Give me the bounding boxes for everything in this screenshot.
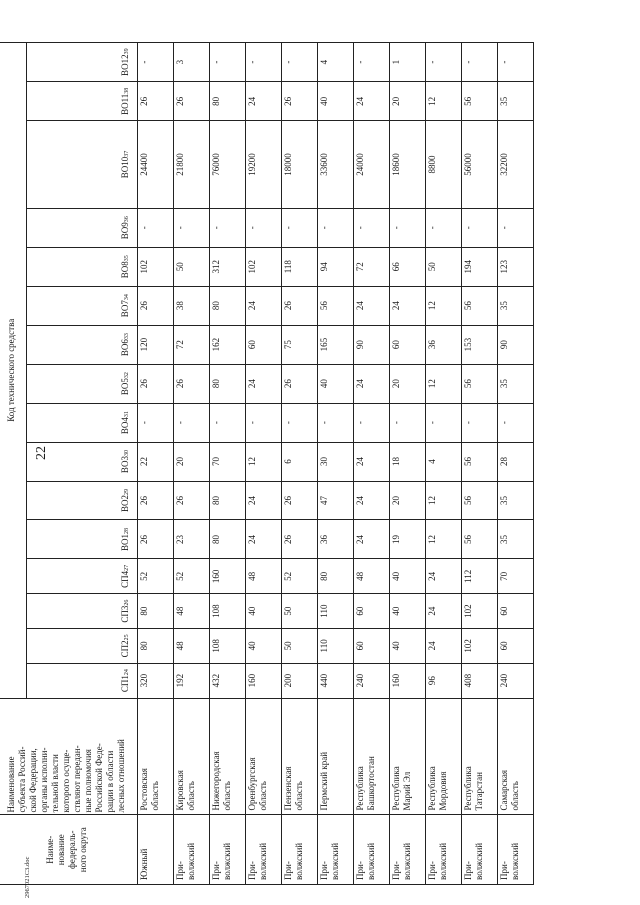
code-label: ВО10 (120, 156, 130, 179)
value-cell: 56 (462, 364, 498, 403)
region-cell: При- волжский (462, 815, 498, 885)
region-cell: При- волжский (498, 815, 534, 885)
value-cell: 19200 (246, 121, 282, 208)
value-cell: 72 (174, 325, 210, 364)
subject-cell: Самарская область (498, 698, 534, 815)
header-code-14 (27, 121, 138, 208)
value-cell: - (498, 43, 534, 82)
header-code-7 (27, 442, 138, 481)
value-cell: 80 (210, 364, 246, 403)
value-cell: 8800 (426, 121, 462, 208)
table-row (246, 43, 282, 885)
value-cell: 1 (390, 43, 426, 82)
header-code-10 (27, 325, 138, 364)
value-cell: 47 (318, 481, 354, 520)
value-cell: 18600 (390, 121, 426, 208)
value-cell: - (138, 43, 174, 82)
header-code-13 (27, 208, 138, 247)
value-cell: 30 (318, 442, 354, 481)
header-code-8 (27, 403, 138, 442)
value-cell: 56 (462, 481, 498, 520)
value-cell: 102 (138, 247, 174, 286)
subject-cell: Республика Мордовия (426, 698, 462, 815)
value-cell: - (282, 43, 318, 82)
value-cell: 36 (426, 325, 462, 364)
value-cell: 35 (498, 286, 534, 325)
value-cell: 194 (462, 247, 498, 286)
value-cell: 94 (318, 247, 354, 286)
value-cell: 32200 (498, 121, 534, 208)
value-cell: 26 (174, 82, 210, 121)
code-footnote: 33 (124, 333, 130, 340)
value-cell: - (390, 208, 426, 247)
code-footnote: 27 (124, 564, 130, 571)
value-cell: 26 (138, 286, 174, 325)
value-cell: 26 (138, 520, 174, 559)
code-label: ВО4 (120, 417, 130, 435)
subject-cell: Пензенская область (282, 698, 318, 815)
value-cell: 56 (462, 82, 498, 121)
code-footnote: 36 (124, 216, 130, 223)
value-cell: 26 (282, 520, 318, 559)
value-cell: 80 (210, 481, 246, 520)
value-cell: 28 (498, 442, 534, 481)
value-cell: 312 (210, 247, 246, 286)
value-cell: 102 (462, 594, 498, 629)
value-cell: 52 (138, 559, 174, 594)
value-cell: 72 (354, 247, 390, 286)
value-cell: - (282, 403, 318, 442)
value-cell: - (318, 208, 354, 247)
code-footnote: 28 (124, 527, 130, 534)
header-code-4 (27, 559, 138, 594)
header-row-1 (0, 43, 27, 885)
value-cell: - (210, 208, 246, 247)
value-cell: 12 (426, 481, 462, 520)
value-cell: 90 (354, 325, 390, 364)
value-cell: 24 (354, 442, 390, 481)
value-cell: 35 (498, 364, 534, 403)
value-cell: 56 (462, 286, 498, 325)
value-cell: 432 (210, 663, 246, 698)
value-cell: 22 (138, 442, 174, 481)
value-cell: 50 (282, 629, 318, 664)
table-row (498, 43, 534, 885)
value-cell: 23 (174, 520, 210, 559)
value-cell: 160 (246, 663, 282, 698)
header-code-9 (27, 364, 138, 403)
code-footnote: 39 (124, 48, 130, 55)
value-cell: 80 (210, 286, 246, 325)
value-cell: 112 (462, 559, 498, 594)
table-row (462, 43, 498, 885)
table-row (138, 43, 174, 885)
code-label: СП1 (120, 675, 130, 693)
value-cell: 102 (246, 247, 282, 286)
value-cell: 48 (174, 594, 210, 629)
code-footnote: 29 (124, 489, 130, 496)
value-cell: 110 (318, 594, 354, 629)
value-cell: 24 (354, 286, 390, 325)
subject-cell: Республика Башкортостан (354, 698, 390, 815)
value-cell: 40 (390, 629, 426, 664)
value-cell: 50 (426, 247, 462, 286)
value-cell: 12 (426, 364, 462, 403)
value-cell: 240 (498, 663, 534, 698)
value-cell: - (174, 208, 210, 247)
code-label: СП3 (120, 605, 130, 623)
value-cell: 118 (282, 247, 318, 286)
value-cell: 40 (390, 594, 426, 629)
value-cell: 80 (318, 559, 354, 594)
code-label: ВО3 (120, 456, 130, 474)
region-cell: При- волжский (354, 815, 390, 885)
value-cell: 20 (390, 481, 426, 520)
region-cell: При- волжский (210, 815, 246, 885)
value-cell: 20 (390, 82, 426, 121)
value-cell: 40 (246, 629, 282, 664)
value-cell: 4 (426, 442, 462, 481)
value-cell: 24 (426, 559, 462, 594)
value-cell: 24400 (138, 121, 174, 208)
value-cell: 56 (462, 442, 498, 481)
header-code-12 (27, 247, 138, 286)
value-cell: 24 (354, 364, 390, 403)
value-cell: - (354, 208, 390, 247)
footer-filename-text: 2967021C3.doc (24, 856, 31, 898)
value-cell: 24 (246, 481, 282, 520)
code-label: ВО1 (120, 533, 130, 551)
value-cell: 36 (318, 520, 354, 559)
value-cell: 12 (246, 442, 282, 481)
value-cell: 240 (354, 663, 390, 698)
table-row (354, 43, 390, 885)
rotated-table-container (0, 42, 520, 885)
value-cell: 66 (390, 247, 426, 286)
header-code-group: Код технического средства (0, 43, 27, 699)
value-cell: - (210, 403, 246, 442)
value-cell: 12 (426, 82, 462, 121)
value-cell: - (498, 403, 534, 442)
value-cell: 20 (174, 442, 210, 481)
value-cell: 60 (246, 325, 282, 364)
value-cell: 35 (498, 82, 534, 121)
value-cell: 18000 (282, 121, 318, 208)
header-region: Наиме- нование федераль- ного округа (0, 815, 138, 885)
code-label: ВО9 (120, 222, 130, 240)
value-cell: 123 (498, 247, 534, 286)
value-cell: - (174, 403, 210, 442)
code-footnote: 31 (124, 411, 130, 418)
region-cell: Южный (138, 815, 174, 885)
value-cell: 110 (318, 629, 354, 664)
value-cell: 40 (390, 559, 426, 594)
value-cell: 19 (390, 520, 426, 559)
value-cell: 52 (174, 559, 210, 594)
value-cell: 18 (390, 442, 426, 481)
region-cell: При- волжский (426, 815, 462, 885)
value-cell: 24 (426, 594, 462, 629)
code-label: ВО12 (120, 54, 130, 76)
value-cell: - (462, 43, 498, 82)
value-cell: 160 (210, 559, 246, 594)
value-cell: - (426, 43, 462, 82)
code-footnote: 32 (124, 372, 130, 379)
value-cell: 80 (138, 594, 174, 629)
value-cell: 24 (246, 82, 282, 121)
value-cell: 192 (174, 663, 210, 698)
table-row (210, 43, 246, 885)
value-cell: 408 (462, 663, 498, 698)
value-cell: 40 (318, 364, 354, 403)
value-cell: 24 (390, 286, 426, 325)
value-cell: 48 (174, 629, 210, 664)
value-cell: - (246, 403, 282, 442)
table-row (282, 43, 318, 885)
value-cell: 120 (138, 325, 174, 364)
header-code-2 (27, 629, 138, 664)
table-row (318, 43, 354, 885)
value-cell: 165 (318, 325, 354, 364)
value-cell: 75 (282, 325, 318, 364)
value-cell: 35 (498, 481, 534, 520)
value-cell: 26 (282, 481, 318, 520)
value-cell: 52 (282, 559, 318, 594)
value-cell: - (210, 43, 246, 82)
table-row (390, 43, 426, 885)
value-cell: 3 (174, 43, 210, 82)
value-cell: 160 (390, 663, 426, 698)
value-cell: - (426, 208, 462, 247)
table-row (174, 43, 210, 885)
value-cell: 33600 (318, 121, 354, 208)
subject-cell: Кировская область (174, 698, 210, 815)
value-cell: 200 (282, 663, 318, 698)
value-cell: 26 (174, 481, 210, 520)
region-cell: При- волжский (282, 815, 318, 885)
value-cell: - (246, 208, 282, 247)
code-footnote: 34 (124, 294, 130, 301)
value-cell: 26 (174, 364, 210, 403)
header-code-1 (27, 663, 138, 698)
technical-means-table (0, 42, 534, 885)
value-cell: 108 (210, 594, 246, 629)
value-cell: 102 (462, 629, 498, 664)
page-number-text: 22 (34, 446, 49, 460)
value-cell: 96 (426, 663, 462, 698)
value-cell: 24 (426, 629, 462, 664)
value-cell: 80 (138, 629, 174, 664)
region-cell: При- волжский (318, 815, 354, 885)
region-cell: При- волжский (174, 815, 210, 885)
subject-cell: Республика Марий Эл (390, 698, 426, 815)
value-cell: 24000 (354, 121, 390, 208)
code-label: ВО11 (120, 93, 130, 115)
code-label: СП4 (120, 570, 130, 588)
value-cell: 38 (174, 286, 210, 325)
header-subject: Наименование субъекта Россий- ской Федерации, органы исполни- тельной власти которого осуще- ствляют передан- ные полномочия Российской Феде- рации в области лесных отношений (0, 698, 138, 815)
subject-cell: Нижегородская область (210, 698, 246, 815)
code-label: ВО8 (120, 261, 130, 279)
header-code-15 (27, 82, 138, 121)
code-footnote: 25 (124, 634, 130, 641)
value-cell: - (138, 208, 174, 247)
value-cell: 26 (138, 481, 174, 520)
header-code-16 (27, 43, 138, 82)
value-cell: 56 (462, 520, 498, 559)
value-cell: 440 (318, 663, 354, 698)
header-code-3 (27, 594, 138, 629)
value-cell: 320 (138, 663, 174, 698)
value-cell: 26 (282, 364, 318, 403)
code-footnote: 24 (124, 669, 130, 676)
value-cell: 12 (426, 520, 462, 559)
header-code-6 (27, 481, 138, 520)
value-cell: 70 (498, 559, 534, 594)
value-cell: - (462, 208, 498, 247)
region-cell: При- волжский (246, 815, 282, 885)
code-footnote: 26 (124, 599, 130, 606)
region-cell: При- волжский (390, 815, 426, 885)
value-cell: 90 (498, 325, 534, 364)
value-cell: - (354, 43, 390, 82)
value-cell: 162 (210, 325, 246, 364)
value-cell: - (282, 208, 318, 247)
code-footnote: 38 (124, 87, 130, 94)
value-cell: - (426, 403, 462, 442)
value-cell: 24 (246, 520, 282, 559)
code-footnote: 37 (124, 150, 130, 157)
code-label: ВО2 (120, 495, 130, 513)
value-cell: 4 (318, 43, 354, 82)
subject-cell: Ростовская область (138, 698, 174, 815)
table-body (138, 43, 534, 885)
value-cell: 20 (390, 364, 426, 403)
value-cell: 50 (174, 247, 210, 286)
value-cell: 60 (354, 594, 390, 629)
value-cell: 6 (282, 442, 318, 481)
value-cell: 108 (210, 629, 246, 664)
value-cell: 35 (498, 520, 534, 559)
code-label: ВО5 (120, 378, 130, 396)
code-footnote: 35 (124, 255, 130, 262)
value-cell: 60 (498, 629, 534, 664)
value-cell: 56000 (462, 121, 498, 208)
value-cell: 26 (282, 82, 318, 121)
value-cell: 26 (138, 364, 174, 403)
code-label: СП2 (120, 640, 130, 658)
value-cell: 12 (426, 286, 462, 325)
subject-cell: Республика Татарстан (462, 698, 498, 815)
value-cell: 56 (318, 286, 354, 325)
value-cell: 153 (462, 325, 498, 364)
subject-cell: Пермский край (318, 698, 354, 815)
value-cell: 80 (210, 82, 246, 121)
header-code-11 (27, 286, 138, 325)
value-cell: 40 (246, 594, 282, 629)
value-cell: 76000 (210, 121, 246, 208)
value-cell: 26 (138, 82, 174, 121)
code-label: ВО6 (120, 339, 130, 357)
value-cell: - (390, 403, 426, 442)
value-cell: - (246, 43, 282, 82)
value-cell: 48 (354, 559, 390, 594)
value-cell: 26 (282, 286, 318, 325)
value-cell: 40 (318, 82, 354, 121)
value-cell: 48 (246, 559, 282, 594)
value-cell: 70 (210, 442, 246, 481)
code-label: ВО7 (120, 300, 130, 318)
code-footnote: 30 (124, 450, 130, 457)
subject-cell: Оренбургская область (246, 698, 282, 815)
value-cell: - (138, 403, 174, 442)
value-cell: 24 (354, 481, 390, 520)
value-cell: 50 (282, 594, 318, 629)
value-cell: 24 (246, 364, 282, 403)
value-cell: 24 (246, 286, 282, 325)
value-cell: 60 (498, 594, 534, 629)
value-cell: - (462, 403, 498, 442)
value-cell: 60 (354, 629, 390, 664)
value-cell: 21800 (174, 121, 210, 208)
header-code-5 (27, 520, 138, 559)
table-row (426, 43, 462, 885)
value-cell: 60 (390, 325, 426, 364)
value-cell: - (498, 208, 534, 247)
value-cell: - (354, 403, 390, 442)
value-cell: 24 (354, 82, 390, 121)
value-cell: 80 (210, 520, 246, 559)
value-cell: - (318, 403, 354, 442)
value-cell: 24 (354, 520, 390, 559)
